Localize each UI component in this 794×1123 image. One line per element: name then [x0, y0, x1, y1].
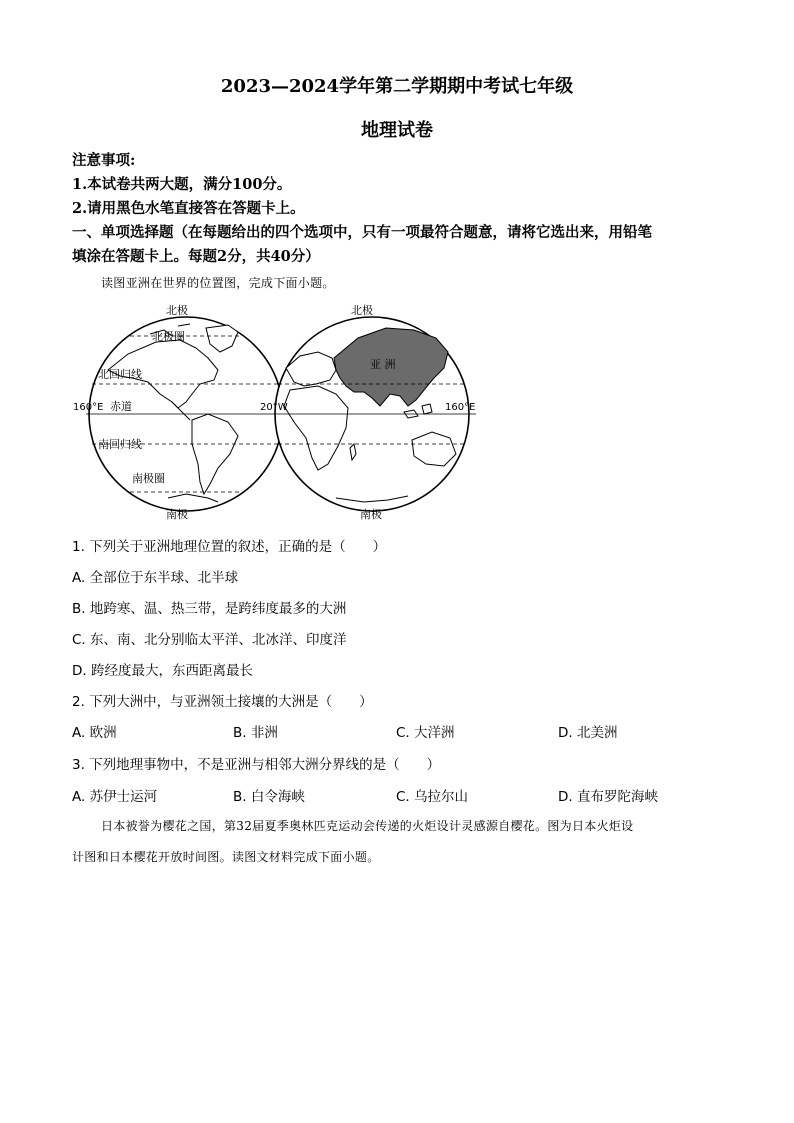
section-heading-line1: 一、单项选择题（在每题给出的四个选项中，只有一项最符合题意，请将它选出来，用铅笔 — [72, 224, 652, 241]
question-1-option-c[interactable]: C. 东、南、北分别临太平洋、北冰洋、印度洋 — [72, 632, 347, 648]
page-subtitle: 地理试卷 — [361, 120, 433, 141]
equator-label: 赤道 — [110, 400, 132, 413]
lon-160e-right-label: 160°E — [445, 402, 476, 413]
question-3-option-a[interactable]: A. 苏伊士运河 — [72, 789, 158, 805]
question-3-option-b[interactable]: B. 白令海峡 — [233, 789, 305, 805]
question-1-option-b[interactable]: B. 地跨寒、温、热三带，是跨纬度最多的大洲 — [72, 601, 347, 617]
lon-20w-label: 20°W — [260, 402, 288, 413]
question-1-stem: 1. 下列关于亚洲地理位置的叙述，正确的是（ ） — [72, 539, 387, 555]
question-1-option-a[interactable]: A. 全部位于东半球、北半球 — [72, 570, 239, 586]
page-title: 2023—2024学年第二学期期中考试七年级 — [220, 76, 574, 97]
intro-japan-line2: 计图和日本樱花开放时间图。读图文材料完成下面小题。 — [72, 850, 380, 864]
question-2-option-a[interactable]: A. 欧洲 — [72, 725, 117, 741]
tropic-cancer-label: 北回归线 — [98, 368, 142, 381]
question-2-option-d[interactable]: D. 北美洲 — [558, 725, 618, 741]
north-pole-left-label: 北极 — [166, 304, 188, 317]
section-heading-line2: 填涂在答题卡上。每题2分，共40分） — [72, 248, 320, 265]
tropic-capricorn-label: 南回归线 — [98, 438, 142, 451]
asia-label: 亚 洲 — [370, 358, 396, 371]
lon-160e-left-label: 160°E — [73, 402, 104, 413]
question-2-stem: 2. 下列大洲中，与亚洲领土接壤的大洲是（ ） — [72, 694, 373, 710]
question-2-option-b[interactable]: B. 非洲 — [233, 725, 278, 741]
notes-heading: 注意事项: — [72, 152, 136, 169]
question-3-option-c[interactable]: C. 乌拉尔山 — [396, 789, 469, 805]
world-hemispheres-map — [68, 298, 488, 524]
arctic-circle-label: 北极圈 — [152, 330, 185, 343]
notes-item-2: 2.请用黑色水笔直接答在答题卡上。 — [72, 200, 305, 217]
intro-japan-line1: 日本被誉为樱花之国，第32届夏季奥林匹克运动会传递的火炬设计灵感源自樱花。图为日本火炬设 — [101, 819, 634, 833]
south-pole-left-label: 南极 — [166, 508, 188, 521]
intro-map: 读图亚洲在世界的位置图，完成下面小题。 — [101, 276, 335, 290]
question-3-option-d[interactable]: D. 直布罗陀海峡 — [558, 789, 658, 805]
question-1-option-d[interactable]: D. 跨经度最大，东西距离最长 — [72, 663, 253, 679]
notes-item-1: 1.本试卷共两大题，满分100分。 — [72, 176, 292, 193]
antarctic-circle-label: 南极圈 — [132, 472, 165, 485]
question-3-stem: 3. 下列地理事物中，不是亚洲与相邻大洲分界线的是（ ） — [72, 757, 441, 773]
question-2-option-c[interactable]: C. 大洋洲 — [396, 725, 455, 741]
south-pole-right-label: 南极 — [360, 508, 382, 521]
north-pole-right-label: 北极 — [351, 304, 373, 317]
